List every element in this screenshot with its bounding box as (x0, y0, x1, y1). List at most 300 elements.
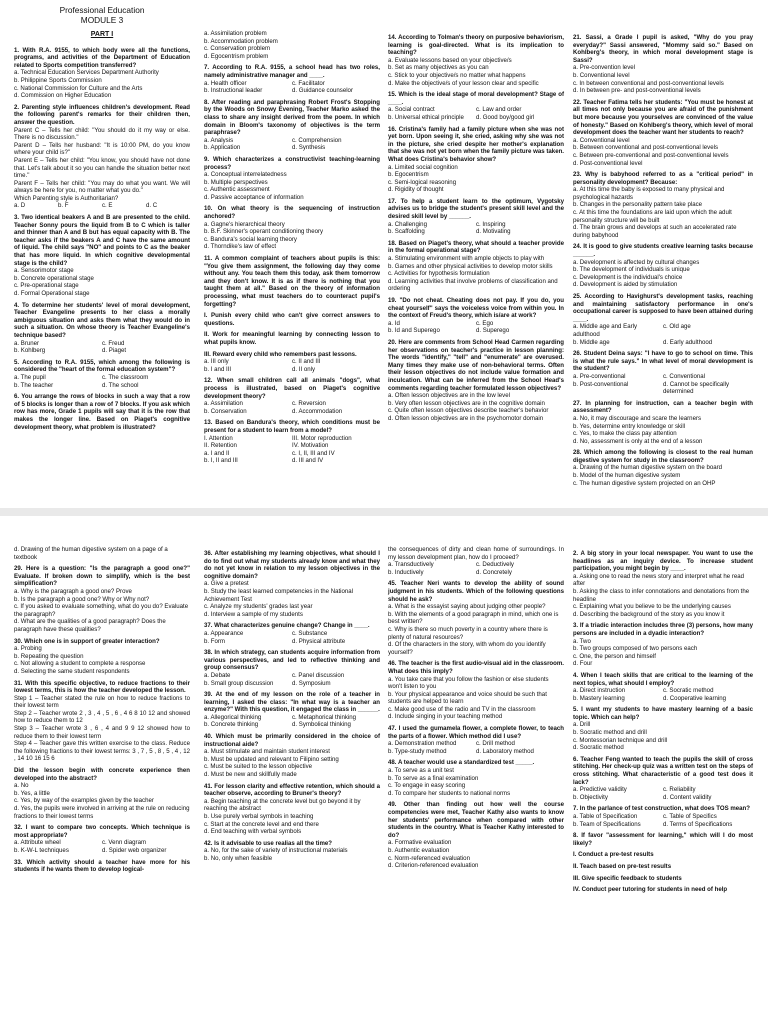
option: c. To engage in easy scoring (388, 782, 466, 790)
option: b. Asking the class to infer connotations and denotations from the headline (573, 587, 750, 603)
option: d. Spider web organizer (102, 846, 167, 854)
option: d. III and IV (292, 457, 324, 465)
option: b. Instructional leader (204, 87, 263, 95)
text-line: the consequences of dirty and clean home of surroundings. In my lesson development plan, how do I proceed? (388, 546, 564, 561)
option: b. I, II and III (204, 457, 238, 465)
option: d. C (146, 202, 158, 210)
option: b. K-W-L techniques (14, 846, 69, 854)
option: b. Id and Superego (388, 327, 440, 335)
option: d. Synthesis (292, 144, 326, 152)
option: b. Between conventional and post-conventional levels (573, 144, 718, 152)
column-3 (388, 30, 564, 506)
option: d. In between pre- and post-conventional levels (573, 87, 701, 95)
option: b. Conservation (204, 407, 247, 415)
option: d. Terms of Specifications (663, 820, 733, 828)
option: d. Physical attribute (292, 637, 346, 645)
option: c. Bandura's social learning theory (204, 235, 297, 243)
option: d. Symposium (292, 679, 331, 687)
option: d. To compare her students to national norms (388, 789, 511, 797)
option: a. Gagne's hierarchical theory (204, 220, 285, 228)
option: a. Must stimulate and maintain student interest (204, 748, 331, 756)
column-1 (14, 5, 190, 506)
option-row (204, 137, 380, 145)
option-row (573, 373, 753, 381)
option: b. F (58, 202, 69, 210)
option: IV. Motivation (292, 442, 329, 450)
option: a. Id (388, 319, 400, 327)
question: 39. At the end of my lesson on the role of a teacher in learning, I asked the class: "In what way is a teacher an enzyme?" With this question, it engaged the class in ______. (204, 691, 380, 714)
option: c. The human digestive system projected on an OHP (573, 479, 716, 487)
text-line: Parent F – Tells her child: "You may do what you want. We will always be here for you, no matter what you do." (14, 179, 190, 195)
question: 3. If a triadic interaction includes three (3) persons, how many persons are included in a dyadic interaction? (573, 622, 753, 637)
option: d. Development is aided by stimulation (573, 281, 678, 289)
question: 1. With R.A. 9155, to which body were all the functions, programs, and activities of the Department of Education related to Sports competition transferred? (14, 46, 190, 69)
option: b. To serve as a final examination (388, 774, 479, 782)
question: 15. Which is the ideal stage of moral development? Stage of ____. (388, 91, 564, 106)
option: b. Objectivity (573, 793, 608, 801)
option: c. Venn diagram (102, 839, 147, 847)
option: b. Middle age (573, 338, 610, 346)
option: b. Authentic evaluation (388, 846, 450, 854)
option: a. Attribute wheel (14, 839, 61, 847)
question: 25. According to Havighurst's development tasks, reaching and maintaining satisfactory performance in one's occupational career is supposed to have been attained during ____. (573, 293, 753, 323)
option: d. End teaching with verbal symbols (204, 828, 302, 836)
option: d. Thorndike's law of effect (204, 243, 277, 251)
question: Did the lesson begin with concrete experience then developed into the abstract? (14, 767, 190, 782)
option: a. Appearance (204, 629, 244, 637)
option: c. Deductively (476, 561, 514, 569)
option: a. To serve as a unit test (388, 767, 454, 775)
option-row (204, 80, 380, 88)
option: c. Substance (292, 629, 328, 637)
module-subtitle: MODULE 3 (80, 14, 124, 25)
option: b. Study the least learned competencies in the National Achievement Test (204, 587, 354, 603)
option: d. Make the objective/s of your lesson clear and specific (388, 79, 539, 87)
question: I. Punish every child who can't give correct answers to questions. (204, 312, 380, 327)
option: d. The school (102, 381, 139, 389)
option: d. What are the qualities of a good paragraph? Does the paragraph have these qualities? (14, 618, 166, 633)
option: d. Commission on Higher Education (14, 92, 112, 100)
option: b. Form (204, 637, 225, 645)
option: c. Panel discussion (292, 671, 345, 679)
option: b. No, only when feasible (204, 854, 273, 862)
option: d. No, assessment is only at the end of a lesson (573, 437, 703, 445)
option: d. Early adulthood (663, 338, 713, 346)
option: a. What is the essayist saying about judging other people? (388, 603, 546, 611)
option: b. Team of Specifications (573, 820, 641, 828)
question: 12. When small children call all animals "dogs", what process is illustrated, based on Piaget's cognitive development theory? (204, 377, 380, 400)
question: 6. You arrange the rows of blocks in such a way that a row of 5 blocks is longer than a row of 7 blocks. If you ask which row has more, Grade 1 pupils will say that it is the row that makes the longer line. Based on Piaget's cognitive development theory, what problem is illustrated? (14, 393, 190, 431)
question: 32. I want to compare two concepts. Which technique is most appropriate? (14, 824, 190, 839)
option: b. Scaffolding (388, 228, 425, 236)
option-row (204, 714, 380, 722)
question: 9. Which characterizes a constructivist teaching-learning process? (204, 155, 380, 171)
option-row (14, 382, 190, 390)
option-row (204, 638, 380, 646)
option: d. Socratic method (573, 744, 624, 752)
option: b. Games and other physical activities to develop motor skills (388, 262, 553, 270)
option-row (204, 358, 380, 366)
option: a. The pupil (14, 373, 46, 381)
question: 8. After reading and paraphrasing Robert Frost's Stopping by the Woods on Snowy Evening, Teacher Marko asked the class to share any insight derived from the poem. In which domain in Bloom's taxonomy of objectives is the term paraphrase? (204, 98, 380, 137)
option-row (14, 340, 190, 348)
option: a. Evaluate lessons based on your objective/s (388, 56, 512, 64)
option: a. Middle age and Early adulthood (573, 323, 638, 338)
option: b. Your physical appearance and voice should be such that students are helped to learn (388, 690, 547, 706)
option: c. Semi-logical reasoning (388, 178, 457, 186)
option: c. Reliability (663, 786, 696, 794)
option: c. Why is there so much poverty in a country where there is plenty of natural resources? (388, 625, 548, 641)
option: b. Is the paragraph a good one? Why or Why not? (14, 595, 150, 603)
option: b. Egocentrism (388, 171, 429, 179)
option: b. Changes in the personality pattern take place (573, 201, 703, 209)
option-row (204, 366, 380, 374)
option-row (204, 721, 380, 729)
option: c. Quite often lesson objectives describe teacher's behavior (388, 407, 549, 415)
option: d. Cooperative learning (663, 694, 727, 702)
option-row (388, 327, 564, 335)
option: d. Laboratory method (476, 747, 534, 755)
option: b. Concrete operational stage (14, 274, 94, 282)
question: 13. Based on Bandura's theory, which conditions must be present for a student to learn from a model? (204, 419, 380, 434)
option: a. Demonstration method (388, 740, 457, 748)
question: 49. Other than finding out how well the course competencies were met, Teacher Kathy also wants to know her students' performance when compared with other students in the country. What is Teacher Kathy interested to do? (388, 801, 564, 839)
option: a. Formative evaluation (388, 839, 452, 847)
option: d. Motivating (476, 228, 511, 236)
option-row (388, 569, 564, 577)
option: d. Interview a sample of my students (204, 610, 303, 618)
option: a. Table of Specification (573, 813, 638, 820)
option: c. Freud (102, 339, 125, 347)
question: 10. On what theory is the sequencing of instruction anchored? (204, 205, 380, 221)
text-line: Step 1 – Teacher stated the rule on how to reduce fractions to their lowest term (14, 694, 190, 710)
option: b. The teacher (14, 381, 54, 389)
option: c. Old age (663, 323, 691, 331)
option: c. Reversion (292, 400, 326, 408)
option: d. II only (292, 365, 316, 373)
question: 23. Why is babyhood referred to as a "critical period" in personality development? Because: (573, 171, 753, 186)
option: b. Application (204, 144, 241, 152)
option: c. National Commission for Culture and the Arts (14, 84, 143, 92)
option: a. Stimulating environment with ample objects to play with (388, 255, 545, 263)
question: 26. Student Deina says: "I have to go to school on time. This is what the rule says." In what level of moral development is the student? (573, 350, 753, 373)
question: 28. Which among the following is closest to the real human digestive system for study in the classroom? (573, 449, 753, 464)
question: 46. The teacher is the first audio-visual aid in the classroom. What does this imply? (388, 660, 564, 675)
option: b. Model of the human digestive system (573, 472, 681, 480)
option: a. Pre-conventional (573, 372, 626, 380)
column-1 (14, 546, 190, 1024)
question: 4. When I teach skills that are critical to the learning of the next topics, what should I employ? (573, 671, 753, 687)
option: c. Conservation problem (204, 45, 271, 53)
option: a. No, for the sake of variety of instructional materials (204, 847, 348, 855)
option-row (388, 114, 564, 122)
question: II. Teach based on pre-test results (573, 862, 672, 870)
option: b. Multiple perspectives (204, 178, 268, 186)
question: 2. A big story in your local newspaper. You want to use the headlines as an inquiry device. To increase student participation, you might begin by ____. (573, 550, 753, 573)
option-row (388, 561, 564, 569)
option: c. Pre-operational stage (14, 282, 79, 290)
option: c. Norm-referenced evaluation (388, 854, 470, 862)
option: a. No, it may discourage and scare the learners (573, 414, 702, 422)
option-row (204, 457, 380, 465)
option: c. Drill method (476, 740, 515, 748)
option: c. Start at the concrete level and end there (204, 820, 319, 828)
option: a. Conventional level (573, 136, 630, 144)
option: c. Law and order (476, 106, 522, 114)
option: d. Include singing in your teaching method (388, 713, 503, 721)
option-row (573, 339, 753, 347)
option: b. Accommodation problem (204, 37, 278, 45)
option: b. Post-conventional (573, 380, 629, 388)
option: d. Superego (476, 327, 510, 335)
column-3 (388, 546, 564, 1024)
option: c. Facilitator (292, 79, 325, 87)
option: c. Analyze my students' grades last year (204, 603, 313, 611)
column-2 (204, 546, 380, 1024)
question: 4. To determine her students' level of moral development, Teacher Evangeline presents to her class a morally ambiguous situation and asks them what they would do in such a situation. On whose theory is Teacher Evangeline's technique based? (14, 301, 190, 339)
option: c. Stick to your objective/s no matter what happens (388, 71, 526, 79)
option: d. Often lesson objectives are in the psychomotor domain (388, 414, 544, 422)
page-1 (0, 0, 768, 508)
option: a. Asking one to read the news story and interpret what he read after (573, 572, 745, 588)
option: a. Health officer (204, 79, 247, 87)
option: a. Why is the paragraph a good one? Prove (14, 587, 132, 595)
option: b. Kohlberg (14, 347, 46, 355)
text-line: Step 2 – Teacher wrote 2 , 3 , 4 , 5 , 6 , 4 6 8 10 12 and showed how to reduce them to 12 (14, 709, 190, 725)
question: 40. Which must be primarily considered in the choice of instructional aide? (204, 733, 380, 748)
option: a. Often lesson objectives are in the low level (388, 392, 510, 400)
option: d. Post-conventional level (573, 159, 643, 167)
option: c. Metaphorical thinking (292, 713, 357, 721)
question: 6. Teacher Feng wanted to teach the pupils the skill of cross stitching. Her check-up quiz was a written test on the steps of cross stitching. What characteristic of a good test does it lack? (573, 755, 753, 786)
module-title: Professional Education (59, 5, 145, 15)
option: c. Comprehension (292, 136, 342, 144)
option-row (573, 794, 753, 802)
option: d. Guidance counselor (292, 87, 353, 95)
question: 21. Sassi, a Grade I pupil is asked, "Why do you pray everyday?" Sassi answered, "Mommy said so." Based on Kohlberg's theory, in which moral development stage is Sassi? (573, 34, 753, 64)
question: 8. If favor "assessment for learning," which will I do most likely? (573, 832, 753, 847)
option: c. If you asked to evaluate something, what do you do? Evaluate the paragraph? (14, 603, 189, 618)
option-row (573, 695, 753, 703)
option: d. The brain grows and develops at such an accelerated rate during babyhood (573, 224, 737, 239)
option-row (204, 408, 380, 416)
option-row (204, 680, 380, 688)
option: a. Begin teaching at the concrete level but go beyond it by reaching the abstract (204, 797, 361, 813)
option: d. Egocentrism problem (204, 52, 269, 60)
option-row (14, 347, 190, 355)
option: d. Passive acceptance of information (204, 193, 304, 201)
option: d. Yes, the pupils were involved in arriving at the rule on reducing fractions to their lowest terms (14, 805, 190, 820)
option: c. Authentic assessment (204, 186, 270, 194)
option-row (14, 202, 190, 210)
option: b. Conventional level (573, 71, 630, 79)
option: d. Accommodation (292, 407, 343, 415)
option: b. Concrete thinking (204, 721, 259, 729)
option: b. B.F. Skinner's operant conditioning theory (204, 228, 324, 236)
option-row (573, 821, 753, 829)
option: d. Cannot be specifically determined (663, 380, 730, 396)
column-4 (573, 30, 753, 506)
question: 16. Cristina's family had a family picture when she was not yet born. Upon seeing it, she cried, asking why she was not in the picture, she cried despite her mother's explanation that she was not yet born when the family picture was taken. What does Cristina's behavior show? (388, 125, 564, 163)
question: III. Reward every child who remembers past lessons. (204, 350, 357, 358)
question: 30. Which one is in support of greater interaction? (14, 637, 160, 645)
question: 5. According to R.A. 9155, which among the following is considered the "heart of the formal education system"? (14, 358, 190, 374)
option: d. Describing the background of the story as you know it (573, 610, 725, 618)
option: c. Inspiring (476, 220, 506, 228)
option-row (204, 144, 380, 152)
option: d. Drawing of the human digestive system on a page of a textbook (14, 546, 168, 561)
option: a. Social contract (388, 106, 435, 114)
question: 42. Is it advisable to use realias all the time? (204, 839, 333, 847)
option: c. Montessorian technique and drill (573, 736, 668, 744)
option-row (14, 839, 190, 847)
option: c. In between conventional and post-conventional levels (573, 79, 724, 87)
option: b. Repeating the question (14, 652, 84, 660)
option: c. Not allowing a student to complete a response (14, 660, 146, 668)
option-row (14, 374, 190, 382)
option: b. Two groups composed of two persons each (573, 645, 698, 653)
option: b. Small group discussion (204, 679, 274, 687)
question: 2. Parenting style influences children's development. Read the following parent's remarks for their children then, answer the question. (14, 103, 190, 126)
column-4 (573, 546, 753, 1024)
option-row (204, 672, 380, 680)
option: c. E (102, 202, 113, 210)
option: a. Sensorimotor stage (14, 267, 74, 275)
option-row (388, 320, 564, 328)
option-row (573, 687, 753, 695)
question: 7. According to R.A. 9155, a school head has two roles, namely administrative manager and ____. (204, 64, 380, 79)
option: a. I and II (204, 449, 230, 457)
question: 20. Here are comments from School Head Carmen regarding her observations on teacher's practice in lesson planning: The words "identify," "tell" and "enumerate" are overused. Many times they make use of non-behavioral terms. Often their lesson objectives do not include value formation and inculcation. What can be inferred from the School Head's comments regarding teacher formulated lesson objectives? (388, 338, 564, 392)
option: c. Yes, to make the class pay attention (573, 430, 677, 438)
text-line: Which Parenting style is Authoritarian? (14, 194, 119, 202)
option: a. Pre-convention level (573, 64, 635, 72)
question: II. Work for meaningful learning by connecting lesson to what pupils know. (204, 331, 380, 346)
option: a. Conceptual interrelatedness (204, 171, 287, 179)
option: a. Debate (204, 671, 231, 679)
question: 47. I used the gumamela flower, a complete flower, to teach the parts of a flower. Which method did I use? (388, 725, 564, 740)
question: 41. For lesson clarity and effective retention, which should a teacher observe, according to Bruner's theory? (204, 782, 380, 798)
option: a. You take care that you follow the fashion or else students won't listen to you (388, 675, 549, 691)
option-row (388, 748, 564, 756)
option: d. Content validity (663, 793, 712, 801)
option: d. Selecting the same student respondents (14, 667, 130, 675)
option: c. Explaining what you believe to be the underlying causes (573, 603, 731, 611)
option: b. Socratic method and drill (573, 729, 647, 737)
option: d. Piaget (102, 347, 127, 355)
question: 27. In planning for instruction, can a teacher begin with assessment? (573, 399, 753, 415)
option: c. I, II, III and IV (292, 449, 335, 457)
option: d. Concretely (476, 568, 512, 576)
question: 38. In which strategy, can students acquire information from various perspectives, and led to reflective thinking and group consensus? (204, 649, 380, 672)
option: b. Set as many objectives as you can (388, 64, 489, 72)
option: a. Drill (573, 721, 591, 729)
question: 45. Teacher Neri wants to develop the ability of sound judgment in his students. Which of the following questions should he ask? (388, 580, 564, 603)
option: a. III only (204, 358, 229, 366)
option-row (204, 450, 380, 458)
option: b. Must be updated and relevant to Filipino setting (204, 755, 339, 763)
question: 37. What characterizes genuine change? Change in ____. (204, 622, 370, 630)
option: b. Very often lesson objectives are in the cognitive domain (388, 399, 545, 407)
text-line: Step 4 – Teacher gave this written exercise to the class. Reduce the following fractions to their lowest terms: 3 , 7 , 5 , 8 , 5 , 4 , 12 , 14 10 16 15 6 (14, 740, 190, 763)
option: a. At this time the baby is exposed to many physical and psychological hazards (573, 186, 725, 201)
option-row (204, 630, 380, 638)
page-2 (0, 516, 768, 1024)
option-row (573, 381, 753, 396)
option: c. Between pre-conventional and post-conventional levels (573, 151, 729, 159)
option: b. Universal ethical principle (388, 113, 464, 121)
question: 24. It is good to give students creative learning tasks because ______. (573, 243, 753, 259)
text-line: Parent C – Tells her child: "You should do it my way or else. There is no discussion." (14, 126, 190, 142)
option: c. Must be suited to the lesson objective (204, 763, 313, 771)
option-row (388, 221, 564, 229)
question: 48. A teacher would use a standardized test _____. (388, 759, 535, 767)
question: 11. A common complaint of teachers about pupils is this: "You give them assignment, the following day they come without any. You teach them this today, ask them tomorrow and they don't know. It is as if there is nothing that you taught them at all." Based on the theory of information processing, what must teachers do to counteract pupil's forgetting? (204, 255, 380, 308)
option: a. Predictive validity (573, 786, 627, 794)
text-line: Parent E – Tells her child: "You know, you should have not done that. Let's talk about it so you can handle the situation better next time." (14, 156, 190, 180)
option: a. Allegorical thinking (204, 713, 262, 721)
option-row (204, 435, 380, 443)
question: 7. In the parlance of test construction, what does TOS mean? (573, 805, 750, 813)
option: a. Assimilation (204, 400, 243, 408)
option: c. The classroom (102, 373, 149, 381)
question: 17. To help a student learn to the optimum, Vygotsky advises us to bridge the student's present skill level and the desired skill level by ______. (388, 197, 564, 221)
option-row (204, 87, 380, 95)
option: b. With the elements of a good paragraph in mind, which one is best written? (388, 610, 559, 626)
option: c. Table of Specifics (663, 813, 717, 820)
option: a. Analysis (204, 136, 234, 144)
option: a. Challenging (388, 220, 427, 228)
option: b. I and III (204, 365, 232, 373)
option-row (204, 400, 380, 408)
column-2 (204, 30, 380, 506)
option: b. Type-study method (388, 747, 447, 755)
option: a. Assimilation problem (204, 30, 267, 37)
option: a. Development is affected by cultural changes (573, 258, 700, 266)
option: c. Yes, by way of the examples given by the teacher (14, 797, 154, 805)
option-row (573, 323, 753, 338)
option: III. Motor reproduction (292, 434, 352, 442)
question: 3. Two identical beakers A and B are presented to the child. Teacher Sonny pours the liquid from B to C which is taller and thinner than A and B but has equal capacity with B. The teacher asks if the beakers A and C have the same amount of liquid. The child says "NO" and points to C as the beaker that has more liquid. In which cognitive developmental stage is the child? (14, 214, 190, 267)
option-row (388, 228, 564, 236)
option: c. Development is the individual's choice (573, 273, 683, 281)
question: 5. I want my students to have mastery learning of a basic topic. Which can help? (573, 706, 753, 721)
option: c. At this time the foundations are laid upon which the adult personality structure will be built (573, 209, 732, 224)
option: a. Limited social cognition (388, 163, 458, 171)
option: b. Use purely verbal symbols in teaching (204, 813, 314, 820)
option: a. Direct instruction (573, 687, 626, 695)
option-row (204, 442, 380, 450)
option: d. Of the characters in the story, with whom do you identify yourself? (388, 641, 546, 656)
option: b. The development of individuals is unique (573, 266, 690, 274)
text-line: Parent D – Tells her husband: "It is 10:00 PM, do you know where your child is?" (14, 141, 190, 157)
question: I. Conduct a pre-test results (573, 851, 654, 859)
option: a. Drawing of the human digestive system on the board (573, 464, 723, 472)
option: d. Formal Operational stage (14, 290, 90, 297)
question: 19. "Do not cheat. Cheating does not pay. If you do, you cheat yourself" says the voiceless voice from within you. In the context of Freud's theory, which is/are at work? (388, 297, 564, 320)
option: a. D (14, 202, 26, 210)
option: d. Rigidity of thought (388, 186, 444, 194)
option-row (388, 106, 564, 114)
option: b. Mastery learning (573, 694, 625, 702)
option: a. Two (573, 637, 591, 645)
question: III. Give specific feedback to students (573, 874, 682, 882)
option: c. One, the person and himself (573, 652, 656, 660)
option: d. Learning activities that involve problems of classification and ordering (388, 277, 558, 293)
option: c. Ego (476, 319, 494, 327)
option: a. Technical Education Services Department Authority (14, 69, 159, 77)
option: d. Four (573, 660, 593, 668)
